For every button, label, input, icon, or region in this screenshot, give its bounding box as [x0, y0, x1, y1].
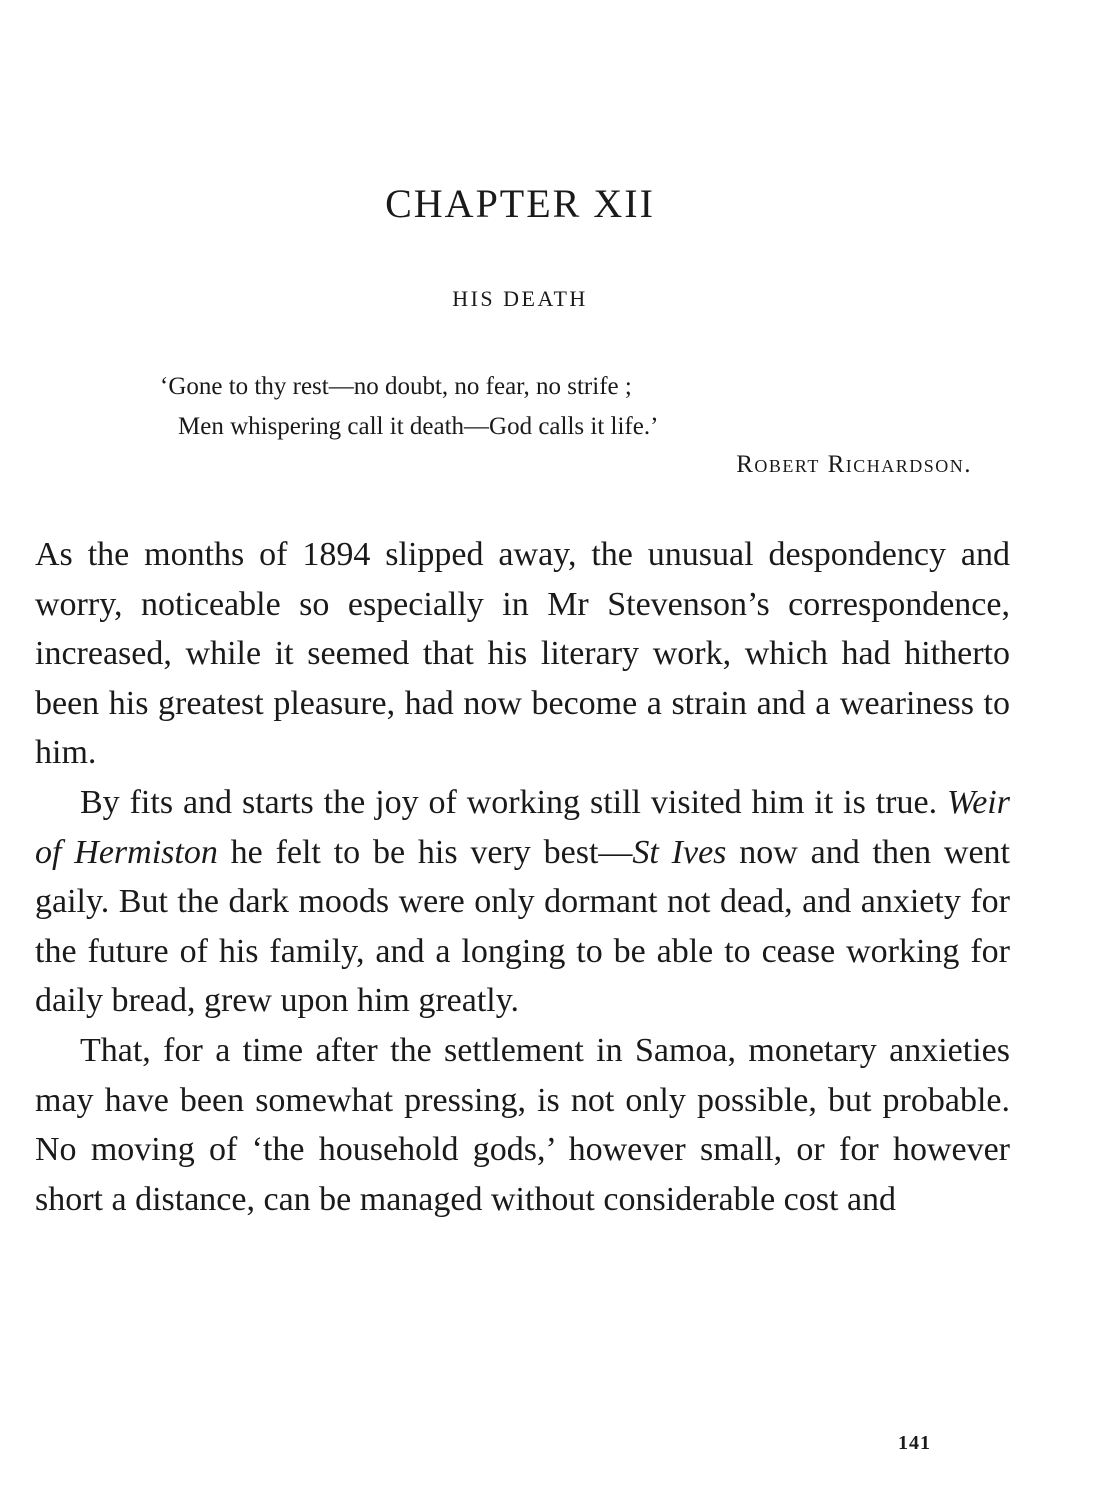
epigraph-attribution: Robert Richardson. — [736, 451, 972, 478]
paragraph-1: As the months of 1894 slipped away, the unusual despondency and worry, noticeable so especially in Mr Stevenson’s correspondence, increased, while it seemed that his literary work, which had hitherto been his greatest pleasure, had now become a strain and a weariness to him. — [35, 536, 1010, 772]
epigraph — [160, 367, 980, 483]
paragraph-2-part-a: By fits and starts the joy of working still visited him it is true. — [80, 783, 948, 821]
epigraph-line-1: ‘Gone to thy rest—no doubt, no fear, no strife ; — [160, 373, 632, 400]
paragraph-2-part-e: now and then went gaily. But the dark moods were only dormant not dead, and anxiety for the future of his family, and a longing to be able to cease working for daily bread, grew upon him greatly. — [35, 833, 1010, 1020]
page-number: 141 — [898, 1432, 931, 1454]
body-text — [35, 530, 1010, 1224]
epigraph-line-2: Men whispering call it death—God calls it life.’ — [178, 413, 659, 440]
book-title-st-ives: St Ives — [632, 833, 727, 871]
paragraph-2-part-c: he felt to be his very best— — [217, 833, 633, 871]
paragraph-2 — [35, 778, 1010, 1026]
chapter-subtitle: HIS DEATH — [452, 286, 588, 311]
chapter-title: CHAPTER XII — [385, 181, 655, 226]
book-title-weir-of-hermiston: Weir of Hermiston — [35, 783, 1010, 871]
paragraph-3: That, for a time after the settlement in Samoa, monetary anxieties may have been somewhat pressing, is not only possible, but probable. No moving of ‘the household gods,’ however small, or for however short a distance, can be managed without considerable cost and — [35, 1031, 1010, 1218]
